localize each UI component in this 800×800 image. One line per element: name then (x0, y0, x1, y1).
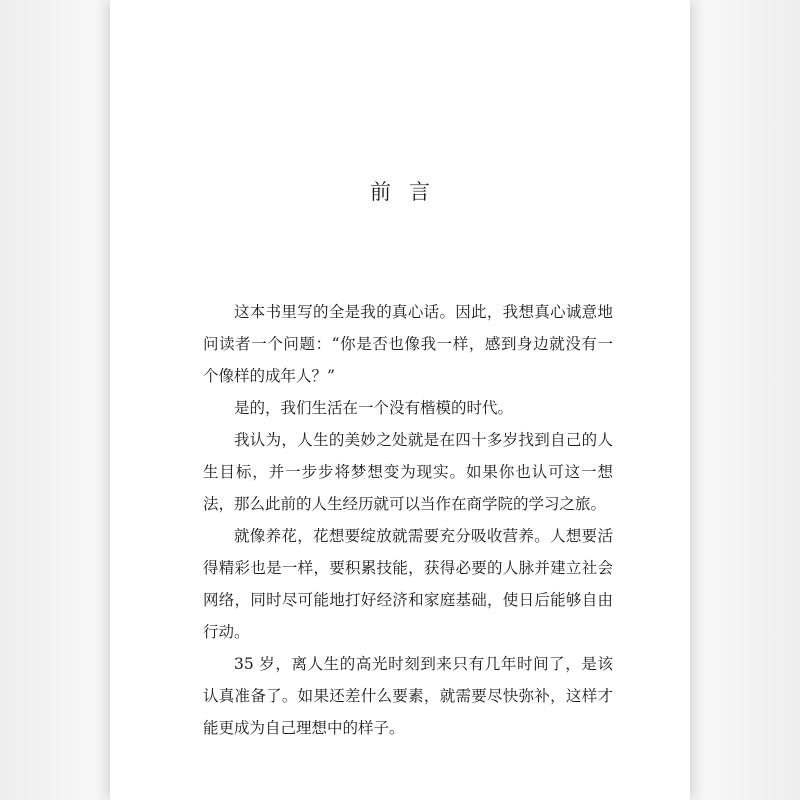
paragraph-4: 就像养花，花想要绽放就需要充分吸收营养。人想要活得精彩也是一样，要积累技能，获得必要的人脉并建立社会网络，同时尽可能地打好经济和家庭基础，使日后能够自由行动。 (203, 527, 613, 641)
book-page (110, 0, 690, 800)
paragraph-3: 我认为，人生的美妙之处就是在四十多岁找到自己的人生目标，并一步步将梦想变为现实。如果你也认可这一想法，那么此前的人生经历就可以当作在商学院的学习之旅。 (203, 431, 613, 513)
paragraph-1: 这本书里写的全是我的真心话。因此，我想真心诚意地问读者一个问题：“你是否也像我一样，感到身边就没有一个像样的成年人？” (203, 303, 613, 385)
paragraph-5: 35 岁，离人生的高光时刻到来只有几年时间了，是该认真准备了。如果还差什么要素，就需要尽快弥补，这样才能更成为自己理想中的样子。 (203, 655, 613, 737)
page-title: 前言 (370, 180, 448, 204)
paragraph-2: 是的，我们生活在一个没有楷模的时代。 (234, 399, 514, 417)
page-body (203, 296, 613, 744)
